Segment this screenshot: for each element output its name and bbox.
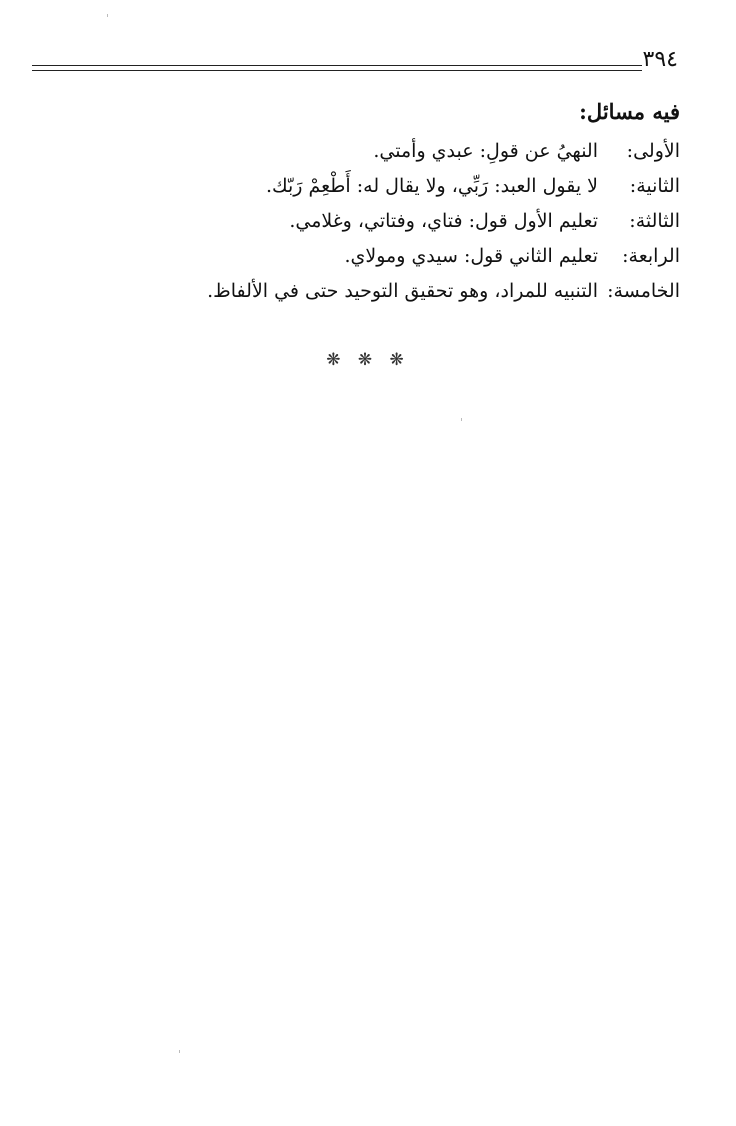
issue-row [80, 134, 680, 169]
issue-text: لا يقول العبد: رَبِّي، ولا يقال له: أَطْعِمْ رَبّك. [265, 175, 598, 197]
header-rule-bottom [32, 70, 642, 71]
issue-row [80, 274, 680, 309]
issue-text: النهيُ عن قولِ: عبدي وأمتي. [373, 140, 598, 162]
issue-text: التنبيه للمراد، وهو تحقيق التوحيد حتى في الألفاظ. [207, 280, 598, 302]
issue-text: تعليم الثاني قول: سيدي ومولاي. [344, 245, 598, 267]
issue-ordinal: الثانية: [629, 175, 680, 197]
issue-ordinal: الثالثة: [629, 210, 680, 232]
issue-row [80, 239, 680, 274]
scan-speck [461, 418, 462, 421]
issue-ordinal: الخامسة: [607, 280, 680, 302]
issue-ordinal: الرابعة: [622, 245, 680, 267]
issue-text: تعليم الأول قول: فتاي، وفتاتي، وغلامي. [289, 210, 598, 232]
issue-row [80, 204, 680, 239]
scan-speck [179, 1050, 180, 1053]
issue-ordinal: الأولى: [626, 140, 680, 162]
page-number: ٣٩٤ [642, 47, 678, 72]
section-heading: فيه مسائل: [579, 99, 680, 124]
issue-row [80, 169, 680, 204]
scan-speck [107, 14, 108, 17]
section-separator: ❋ ❋ ❋ [326, 350, 410, 370]
header-rule-top [32, 65, 642, 66]
page-content [80, 92, 680, 309]
